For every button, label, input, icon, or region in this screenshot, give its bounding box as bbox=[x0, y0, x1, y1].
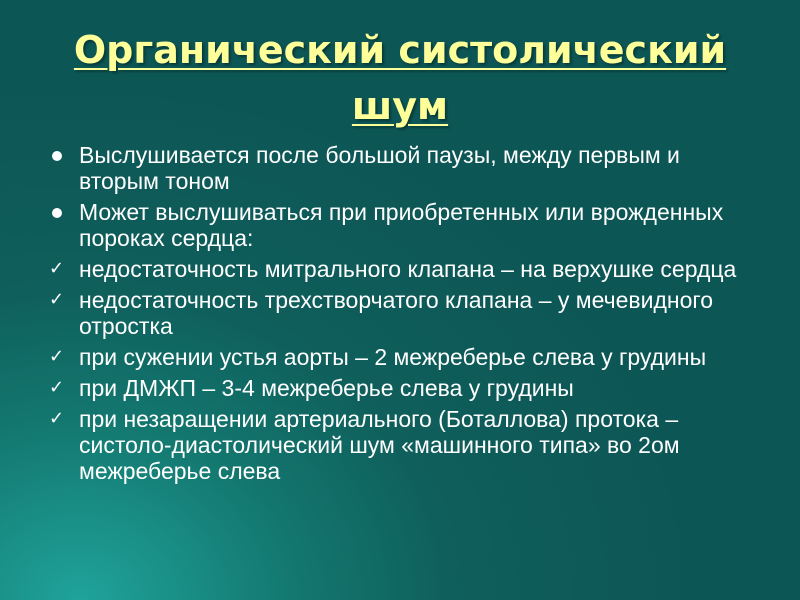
bullet-text: при сужении устья аорты – 2 межреберье слева у грудины bbox=[79, 344, 707, 370]
bullet-text: при ДМЖП – 3-4 межреберье слева у грудины bbox=[79, 375, 574, 401]
checkmark-icon: ✓ bbox=[49, 408, 65, 429]
bullet-dot-icon bbox=[49, 142, 71, 168]
check-item bbox=[44, 375, 764, 401]
check-item bbox=[44, 287, 764, 339]
checkmark-icon: ✓ bbox=[49, 258, 65, 279]
checkmark-icon: ✓ bbox=[49, 289, 65, 310]
checkmark-icon: ✓ bbox=[49, 346, 65, 367]
bullet-dot-icon bbox=[49, 199, 71, 225]
check-item bbox=[44, 256, 764, 282]
bullet-text: Выслушивается после большой паузы, между первым и вторым тоном bbox=[79, 142, 680, 194]
bullet-text: недостаточность митрального клапана – на верхушке сердца bbox=[79, 256, 737, 282]
checkmark-icon: ✓ bbox=[49, 377, 65, 398]
bullet-text: при незаращении артериального (Боталлова) протока – систоло-диастолический шум «машинного типа» во 2ом межреберье слева bbox=[79, 406, 680, 484]
check-item bbox=[44, 406, 764, 484]
bullet-item bbox=[44, 199, 764, 251]
bullet-text: Может выслушиваться при приобретенных или врожденных пороках сердца: bbox=[79, 199, 724, 251]
slide-title: Органический систолический шум bbox=[73, 28, 727, 128]
bullet-list bbox=[44, 142, 764, 489]
bullet-text: недостаточность трехстворчатого клапана – у мечевидного отростка bbox=[79, 287, 714, 339]
check-item bbox=[44, 344, 764, 370]
bullet-item bbox=[44, 142, 764, 194]
